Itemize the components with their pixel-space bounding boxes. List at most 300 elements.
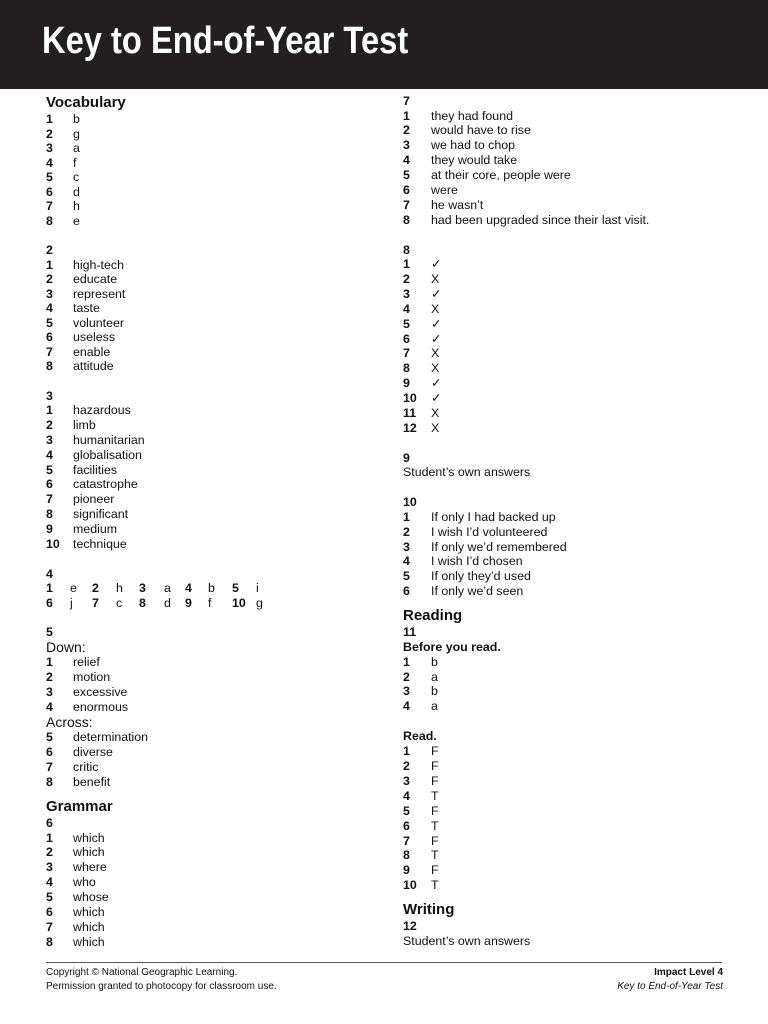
item-number: 1	[46, 257, 53, 272]
answer-row	[46, 433, 366, 448]
answer-row	[403, 684, 743, 699]
answer-list	[46, 403, 366, 552]
answer-value: b	[431, 684, 438, 699]
item-number: 3	[403, 138, 410, 153]
item-number: 6	[403, 331, 410, 346]
answer-row	[403, 510, 743, 525]
answer-value: hazardous	[73, 403, 131, 417]
item-number: 8	[403, 361, 410, 376]
answer-list	[403, 257, 743, 436]
item-number: 1	[46, 830, 53, 845]
item-number: 7	[46, 919, 53, 934]
answer-value: were	[431, 182, 458, 197]
answer-value: which	[73, 830, 105, 845]
exercise-number: 10	[403, 495, 417, 510]
answer-value: ✓	[431, 286, 442, 301]
answer-row	[46, 890, 366, 905]
footer-copyright	[46, 966, 277, 993]
item-number: 4	[403, 153, 410, 168]
answer-value: T	[431, 818, 439, 833]
item-number: 10	[232, 595, 246, 610]
answer-row	[403, 346, 743, 361]
answer-row	[46, 112, 366, 127]
section-title-vocabulary: Vocabulary	[46, 94, 126, 111]
answer-row	[403, 699, 743, 714]
item-number: 1	[46, 112, 53, 126]
answer-value: F	[431, 774, 439, 788]
answer-row	[403, 406, 743, 421]
answer-row	[403, 376, 743, 391]
item-number: 5	[46, 462, 53, 477]
answer-row	[403, 525, 743, 540]
item-number: 6	[403, 584, 410, 599]
answer-value: a	[431, 699, 438, 714]
exercise-number: 2	[46, 243, 53, 257]
item-number: 8	[46, 213, 53, 228]
item-number: 4	[46, 875, 53, 890]
item-number: 10	[403, 391, 417, 406]
answer-value: they would take	[431, 153, 518, 168]
answer-row	[403, 109, 743, 124]
item-number: 2	[403, 759, 410, 774]
answer-row	[403, 421, 743, 436]
answer-row	[403, 878, 743, 893]
item-number: 8	[46, 359, 53, 373]
answer-value: T	[431, 878, 439, 893]
answer-row	[403, 670, 743, 685]
answer-row	[403, 655, 743, 670]
answer-row	[46, 492, 366, 507]
answer-value: critic	[73, 760, 99, 775]
answer-value: a	[431, 669, 438, 684]
item-number: 1	[403, 509, 410, 524]
exercise-number: 3	[46, 388, 53, 403]
item-number: 8	[46, 934, 53, 949]
answer-list	[403, 510, 743, 599]
answer-row	[403, 198, 743, 213]
answer-value: c	[73, 170, 80, 184]
item-number: 10	[403, 878, 417, 893]
item-number: 4	[46, 447, 53, 462]
answer-value: d	[164, 595, 171, 610]
item-number: 4	[403, 301, 410, 316]
item-number: 6	[46, 595, 53, 610]
item-number: 2	[46, 670, 53, 685]
answer-row	[403, 554, 743, 569]
answer-row	[46, 330, 366, 345]
item-number: 1	[403, 744, 410, 759]
item-number: 8	[403, 848, 410, 863]
item-number: 8	[139, 595, 146, 610]
answer-value: If only we’d seen	[431, 584, 524, 599]
answer-value: limb	[73, 417, 96, 432]
item-number: 3	[46, 860, 53, 875]
item-number: 9	[403, 376, 410, 391]
answer-row	[46, 477, 366, 492]
answer-row	[46, 359, 366, 374]
answer-value: ✓	[431, 316, 442, 331]
item-number: 5	[46, 730, 53, 745]
answer-row	[403, 584, 743, 599]
answer-row	[46, 345, 366, 360]
subheading-before-you-read: Before you read.	[403, 639, 501, 654]
page-title: Key to End-of-Year Test	[42, 20, 409, 62]
answer-value: X	[431, 361, 440, 376]
document-name-text: Key to End-of-Year Test	[617, 980, 723, 992]
answer-value: enormous	[73, 700, 129, 715]
answer-list	[46, 730, 366, 790]
item-number: 3	[46, 685, 53, 700]
answer-value: determination	[73, 730, 149, 745]
item-number: 7	[403, 197, 410, 212]
answer-value: F	[431, 744, 439, 759]
answer-value: where	[73, 860, 107, 875]
answer-value: whose	[73, 890, 109, 905]
exercise-number: 4	[46, 566, 53, 581]
answer-row	[403, 257, 743, 272]
answer-row	[403, 153, 743, 168]
exercise-number: 7	[403, 94, 410, 108]
answer-row	[46, 127, 366, 142]
item-number: 6	[46, 904, 53, 919]
answer-row	[46, 860, 366, 875]
item-number: 3	[46, 141, 53, 155]
answer-row	[46, 745, 366, 760]
item-number: 5	[232, 581, 239, 596]
answer-value: who	[73, 875, 96, 890]
answer-row	[403, 819, 743, 834]
answer-value: F	[431, 803, 439, 818]
answer-row	[46, 875, 366, 890]
answer-value: a	[73, 141, 80, 155]
item-number: 4	[46, 301, 53, 315]
answer-value: diverse	[73, 745, 113, 760]
item-number: 12	[403, 420, 417, 435]
answer-row	[46, 507, 366, 522]
item-number: 4	[403, 788, 410, 803]
answer-value: f	[208, 595, 212, 610]
item-number: 1	[46, 581, 53, 596]
subheading-read: Read.	[403, 729, 437, 744]
exercise-number: 8	[403, 242, 410, 257]
answer-value: pioneer	[73, 492, 115, 507]
item-number: 8	[46, 507, 53, 522]
answer-value: we had to chop	[431, 138, 516, 153]
answer-value: b	[208, 581, 215, 596]
answer-value: technique	[73, 537, 127, 552]
answer-value: had been upgraded since their last visit.	[431, 212, 650, 227]
item-number: 1	[46, 403, 53, 417]
answer-row	[403, 272, 743, 287]
answer-value: If only they’d used	[431, 569, 531, 584]
answer-value: benefit	[73, 775, 111, 790]
answer-list	[46, 258, 366, 374]
answer-value: significant	[73, 507, 129, 522]
item-number: 1	[46, 655, 53, 670]
answer-value: represent	[73, 286, 126, 301]
item-number: 5	[403, 316, 410, 331]
item-number: 6	[403, 818, 410, 833]
answer-row	[46, 287, 366, 302]
subheading-across: Across:	[46, 713, 93, 730]
answer-value: j	[70, 595, 73, 610]
answer-value: h	[116, 581, 123, 596]
answer-value: motion	[73, 670, 111, 685]
item-number: 6	[46, 184, 53, 199]
answer-value: T	[431, 788, 439, 803]
item-number: 5	[403, 168, 410, 183]
answer-value: ✓	[431, 257, 442, 272]
answer-row	[403, 804, 743, 819]
level-text: Impact Level 4	[654, 967, 723, 978]
answer-row	[46, 760, 366, 775]
item-number: 5	[46, 315, 53, 330]
answer-value: c	[116, 595, 123, 610]
exercise-number: 5	[46, 625, 53, 640]
right-column	[403, 94, 743, 949]
answer-row	[46, 214, 366, 229]
answer-row	[403, 138, 743, 153]
answer-row	[46, 418, 366, 433]
answer-value: educate	[73, 272, 118, 286]
answer-row	[46, 301, 366, 316]
answer-text: Student’s own answers	[403, 465, 531, 480]
answer-value: X	[431, 301, 440, 316]
answer-value: i	[256, 581, 259, 596]
answer-row	[46, 537, 366, 552]
answer-row	[403, 744, 743, 759]
answer-row	[46, 258, 366, 273]
answer-row	[46, 403, 366, 418]
answer-value: facilities	[73, 462, 118, 477]
answer-value: ✓	[431, 331, 442, 346]
answer-value: which	[73, 919, 105, 934]
answer-value: g	[256, 595, 263, 610]
answer-row	[403, 540, 743, 555]
answer-value: g	[73, 126, 80, 141]
answer-row	[403, 759, 743, 774]
item-number: 2	[403, 123, 410, 138]
item-number: 9	[46, 522, 53, 537]
answer-value: enable	[73, 344, 111, 359]
answer-row	[46, 905, 366, 920]
answer-value: If only we’d remembered	[431, 539, 567, 554]
answer-row	[46, 448, 366, 463]
answer-row	[403, 848, 743, 863]
permission-text: Permission granted to photocopy for classroom use.	[46, 980, 277, 992]
item-number: 4	[46, 700, 53, 715]
section-title-grammar: Grammar	[46, 798, 113, 816]
item-number: 9	[403, 863, 410, 878]
answer-row	[403, 774, 743, 789]
item-number: 9	[185, 595, 192, 610]
answer-value: which	[73, 934, 105, 949]
answer-row	[46, 845, 366, 860]
item-number: 2	[46, 272, 53, 286]
section-title-reading: Reading	[403, 607, 463, 625]
answer-value: volunteer	[73, 315, 124, 330]
answer-value: h	[73, 199, 80, 213]
item-number: 6	[403, 182, 410, 197]
subheading-down: Down:	[46, 638, 86, 655]
answer-row	[46, 185, 366, 200]
answer-value: b	[73, 112, 80, 126]
item-number: 8	[46, 775, 53, 790]
item-number: 2	[92, 581, 99, 596]
answer-row	[46, 316, 366, 331]
item-number: 3	[139, 581, 146, 596]
answer-value: X	[431, 346, 440, 361]
answer-value: they had found	[431, 108, 513, 123]
answer-value: F	[431, 833, 439, 848]
item-number: 6	[46, 477, 53, 492]
page-header	[0, 0, 768, 89]
answer-row	[403, 213, 743, 228]
item-number: 5	[46, 890, 53, 905]
answer-value: medium	[73, 522, 118, 537]
answer-row	[46, 655, 366, 670]
answer-row	[403, 183, 743, 198]
item-number: 10	[46, 537, 60, 552]
left-column	[46, 94, 366, 950]
answer-value: X	[431, 272, 440, 287]
item-number: 7	[46, 344, 53, 359]
answer-grid-row	[46, 581, 366, 596]
answer-row	[403, 123, 743, 138]
answer-value: humanitarian	[73, 432, 145, 447]
item-number: 4	[403, 554, 410, 569]
answer-value: which	[73, 845, 105, 860]
answer-row	[46, 199, 366, 214]
answer-value: I wish I’d chosen	[431, 554, 523, 569]
item-number: 7	[46, 492, 53, 507]
footer-divider	[46, 962, 722, 963]
answer-value: d	[73, 184, 80, 199]
copyright-text: Copyright © National Geographic Learning.	[46, 967, 238, 978]
answer-row	[403, 287, 743, 302]
answer-value: I wish I’d volunteered	[431, 524, 548, 539]
answer-row	[403, 361, 743, 376]
item-number: 7	[403, 833, 410, 848]
answer-row	[46, 522, 366, 537]
item-number: 6	[46, 330, 53, 344]
item-number: 3	[403, 539, 410, 554]
answer-value: a	[164, 581, 171, 596]
answer-value: useless	[73, 330, 116, 344]
item-number: 2	[403, 272, 410, 287]
answer-row	[403, 789, 743, 804]
item-number: 4	[46, 155, 53, 170]
item-number: 7	[46, 199, 53, 213]
answer-list	[403, 655, 743, 715]
item-number: 5	[403, 569, 410, 584]
section-title-writing: Writing	[403, 901, 455, 919]
answer-row	[403, 569, 743, 584]
answer-row	[403, 168, 743, 183]
item-number: 1	[403, 654, 410, 669]
answer-row	[46, 935, 366, 950]
answer-value: catastrophe	[73, 477, 138, 492]
item-number: 5	[403, 803, 410, 818]
item-number: 2	[46, 126, 53, 141]
answer-row	[46, 831, 366, 846]
answer-value: excessive	[73, 685, 128, 700]
item-number: 7	[92, 595, 99, 610]
answer-value: f	[73, 155, 77, 170]
item-number: 2	[403, 524, 410, 539]
answer-value: taste	[73, 301, 100, 315]
answer-value: attitude	[73, 359, 114, 373]
answer-value: which	[73, 904, 105, 919]
item-number: 2	[46, 417, 53, 432]
answer-value: X	[431, 406, 440, 421]
exercise-number: 11	[403, 625, 417, 640]
answer-list	[46, 831, 366, 950]
answer-row	[46, 920, 366, 935]
answer-value: e	[70, 581, 77, 596]
item-number: 3	[403, 286, 410, 301]
answer-row	[46, 141, 366, 156]
exercise-number: 9	[403, 450, 410, 465]
answer-row	[46, 272, 366, 287]
answer-value: If only I had backed up	[431, 509, 556, 524]
item-number: 7	[403, 346, 410, 361]
answer-value: b	[431, 654, 438, 669]
answer-value: F	[431, 863, 439, 878]
answer-list	[403, 744, 743, 893]
item-number: 6	[46, 745, 53, 760]
answer-value: high-tech	[73, 257, 124, 272]
answer-row	[46, 670, 366, 685]
item-number: 8	[403, 212, 410, 227]
item-number: 2	[46, 845, 53, 860]
item-number: 4	[403, 699, 410, 714]
answer-value: globalisation	[73, 447, 142, 462]
answer-row	[46, 730, 366, 745]
item-number: 1	[403, 257, 410, 272]
item-number: 2	[403, 669, 410, 684]
answer-value: relief	[73, 655, 100, 670]
answer-value: would have to rise	[431, 123, 531, 138]
footer-doc-info	[617, 966, 723, 993]
item-number: 1	[403, 108, 410, 123]
answer-row	[403, 863, 743, 878]
answer-row	[46, 775, 366, 790]
exercise-number: 6	[46, 816, 53, 831]
item-number: 3	[403, 684, 410, 699]
item-number: 5	[46, 170, 53, 184]
answer-value: T	[431, 848, 439, 863]
item-number: 3	[46, 286, 53, 301]
answer-row	[46, 170, 366, 185]
answer-row	[403, 332, 743, 347]
answer-value: he wasn’t	[431, 197, 484, 212]
answer-value: X	[431, 420, 440, 435]
answer-list	[46, 655, 366, 715]
item-number: 7	[46, 760, 53, 775]
answer-value: F	[431, 759, 439, 774]
answer-row	[403, 317, 743, 332]
answer-row	[403, 391, 743, 406]
exercise-number: 12	[403, 919, 417, 934]
answer-row	[46, 700, 366, 715]
answer-value: ✓	[431, 391, 442, 406]
item-number: 11	[403, 406, 417, 421]
answer-value: ✓	[431, 376, 442, 391]
answer-row	[46, 156, 366, 171]
answer-text: Student’s own answers	[403, 933, 531, 948]
answer-list	[46, 112, 366, 228]
